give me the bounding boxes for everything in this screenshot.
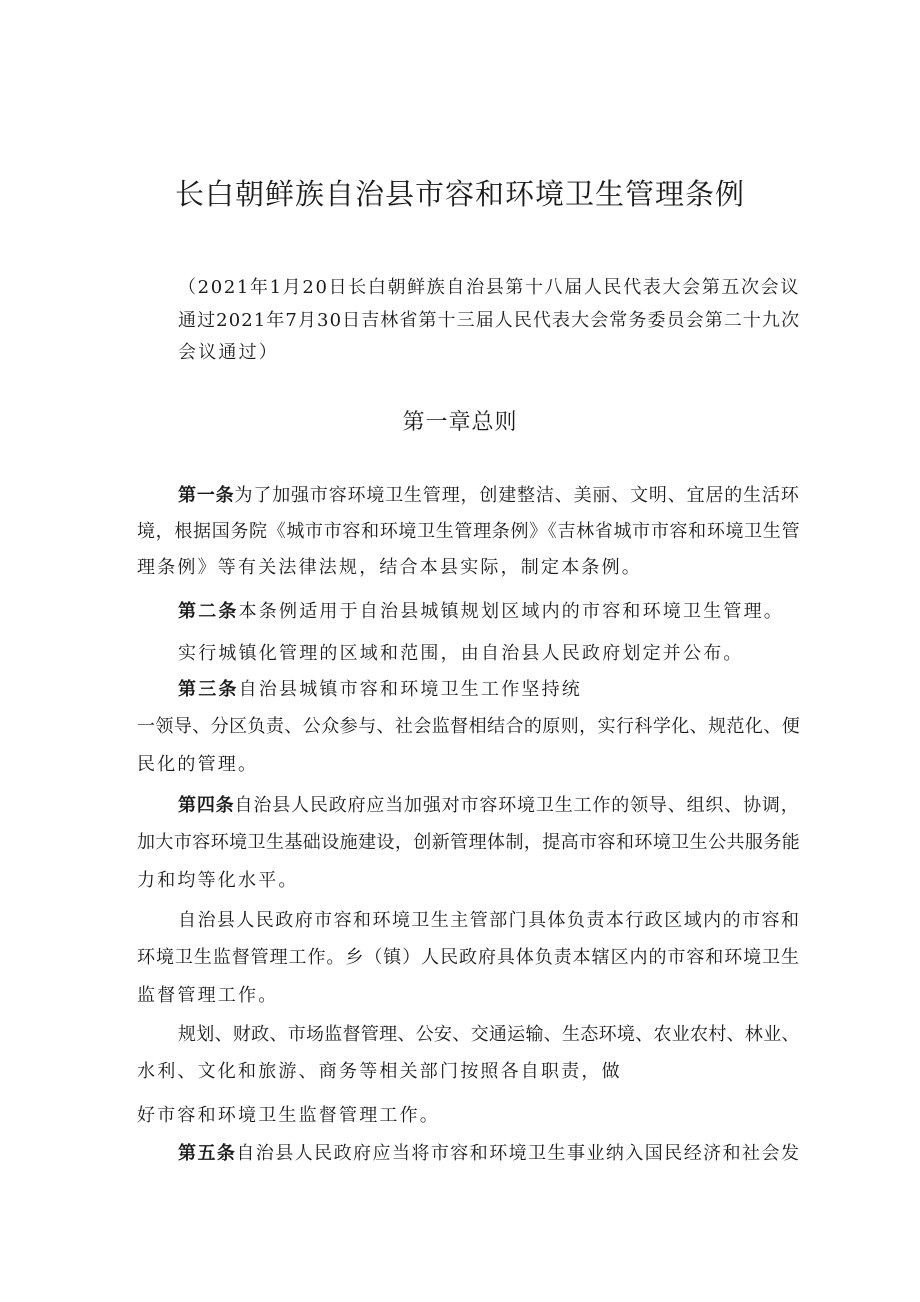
chapter-title: 第一章总则	[402, 410, 518, 435]
document-title: 长白朝鲜族自治县市容和环境卫生管理条例	[174, 177, 745, 211]
article-4-line-6: 监督管理工作。	[137, 985, 279, 1006]
article-4-line-2: 加大市容环境卫生基础设施建设，创新管理体制，提高市容和环境卫生公共服务能	[137, 832, 801, 853]
article-3-line-3: 民化的管理。	[137, 754, 259, 775]
article-4-line-9: 好市容和环境卫生监督管理工作。	[137, 1105, 440, 1126]
article-4-line-3: 力和均等化水平。	[137, 870, 299, 891]
article-4-line-8: 水利、文化和旅游、商务等相关部门按照各自职责，做	[137, 1061, 622, 1082]
article-2-line-2: 实行城镇化管理的区域和范围，由自治县人民政府划定并公布。	[178, 643, 744, 664]
article-3-line-2: 一领导、分区负责、公众参与、社会监督相结合的原则，实行科学化、规范化、便	[137, 716, 801, 737]
article-4-line-5: 环境卫生监督管理工作。乡（镇）人民政府具体负责本辖区内的市容和环境卫生	[137, 947, 800, 968]
article-3-label: 第三条	[178, 679, 239, 700]
preamble-line-3: 会议通过）	[178, 342, 279, 363]
article-1-line-3: 理条例》等有关法律法规，结合本县实际，制定本条例。	[137, 557, 642, 578]
preamble-line-2: 通过2021年7月30日吉林省第十三届人民代表大会常务委员会第二十九次	[178, 310, 801, 331]
article-4-line-4: 自治县人民政府市容和环境卫生主管部门具体负责本行政区域内的市容和	[178, 910, 801, 931]
article-2-line-1: 第二条本条例适用于自治县城镇规划区域内的市容和环境卫生管理。	[178, 601, 785, 622]
article-5-label: 第五条	[178, 1143, 237, 1164]
article-3-line-1: 第三条自治县城镇市容和环境卫生工作坚持统	[178, 679, 583, 700]
article-1-line-2: 境，根据国务院《城市市容和环境卫生管理条例》《吉林省城市市容和环境卫生管	[137, 521, 801, 542]
article-1-label: 第一条	[178, 485, 235, 506]
preamble-line-1: （2021年1月20日长白朝鲜族自治县第十八届人民代表大会第五次会议	[178, 277, 800, 298]
article-2-label: 第二条	[178, 601, 239, 622]
article-4-label: 第四条	[178, 795, 235, 816]
article-1-line-1: 第一条为了加强市容环境卫生管理，创建整洁、美丽、文明、宜居的生活环	[178, 485, 800, 506]
article-4-line-1: 第四条自治县人民政府应当加强对市容环境卫生工作的领导、组织、协调，	[178, 795, 800, 816]
article-4-line-7: 规划、财政、市场监督管理、公安、交通运输、生态环境、农业农村、林业、	[178, 1024, 800, 1045]
article-5-line-1: 第五条自治县人民政府应当将市容和环境卫生事业纳入国民经济和社会发	[178, 1143, 801, 1164]
